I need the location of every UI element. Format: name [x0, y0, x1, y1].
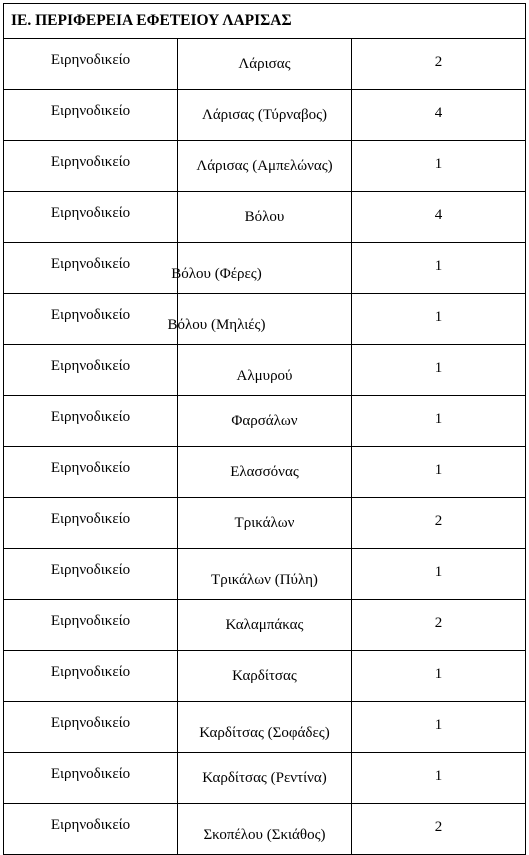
- court-type-cell: [4, 702, 178, 753]
- court-type-cell: [4, 498, 178, 549]
- court-place: Λάρισας (Τύρναβος): [201, 106, 328, 123]
- table-row: [4, 192, 526, 243]
- court-count-cell: [352, 753, 526, 804]
- court-type-cell: [4, 39, 178, 90]
- court-count: 2: [434, 53, 443, 70]
- table-row: [4, 753, 526, 804]
- court-count: 1: [434, 410, 443, 427]
- court-place: Ελασσόνας: [230, 463, 299, 480]
- table-row: [4, 345, 526, 396]
- court-count-cell: [352, 702, 526, 753]
- court-count: 1: [434, 359, 443, 376]
- court-type-cell: [4, 804, 178, 855]
- court-type-cell: [4, 600, 178, 651]
- table-row: [4, 39, 526, 90]
- court-type: Ειρηνοδικείο: [50, 561, 131, 578]
- court-place: Λάρισας (Αμπελώνας): [196, 157, 333, 174]
- court-type-cell: [4, 396, 178, 447]
- court-place: Καρδίτσας: [232, 667, 297, 684]
- table-row: [4, 396, 526, 447]
- court-place: Φαρσάλων: [231, 412, 298, 429]
- court-type: Ειρηνοδικείο: [50, 459, 131, 476]
- court-count: 1: [434, 716, 443, 733]
- table-row: [4, 90, 526, 141]
- court-type: Ειρηνοδικείο: [50, 408, 131, 425]
- court-type-cell: [4, 243, 178, 294]
- court-place-cell: [178, 345, 352, 396]
- court-count-cell: [352, 141, 526, 192]
- court-type: Ειρηνοδικείο: [50, 714, 131, 731]
- court-type: Ειρηνοδικείο: [50, 765, 131, 782]
- court-type: Ειρηνοδικείο: [50, 816, 131, 833]
- court-type-cell: [4, 294, 178, 345]
- table-row: [4, 702, 526, 753]
- court-type: Ειρηνοδικείο: [50, 102, 131, 119]
- court-count-cell: [352, 498, 526, 549]
- court-count: 1: [434, 461, 443, 478]
- court-count: 2: [434, 818, 443, 835]
- court-place-cell: [178, 90, 352, 141]
- table-row: [4, 498, 526, 549]
- court-place: Καρδίτσας (Σοφάδες): [199, 724, 330, 741]
- court-type: Ειρηνοδικείο: [50, 255, 131, 272]
- court-type: Ειρηνοδικείο: [50, 153, 131, 170]
- court-place-cell: [178, 39, 352, 90]
- table-row: [4, 243, 526, 294]
- court-count: 2: [434, 614, 443, 631]
- table-row: [4, 447, 526, 498]
- court-type: Ειρηνοδικείο: [50, 357, 131, 374]
- court-type: Ειρηνοδικείο: [50, 612, 131, 629]
- court-count-cell: [352, 396, 526, 447]
- court-count-cell: [352, 549, 526, 600]
- court-place: Τρικάλων: [234, 514, 295, 531]
- court-place-cell: [178, 192, 352, 243]
- court-type-cell: [4, 141, 178, 192]
- court-type: Ειρηνοδικείο: [50, 51, 131, 68]
- court-type: Ειρηνοδικείο: [50, 204, 131, 221]
- court-count: 4: [434, 206, 443, 223]
- table-title-row: [4, 4, 526, 39]
- court-place: Αλμυρού: [236, 367, 293, 384]
- table-row: [4, 141, 526, 192]
- court-type-cell: [4, 345, 178, 396]
- court-count: 1: [434, 767, 443, 784]
- court-count: 1: [434, 308, 443, 325]
- court-count-cell: [352, 600, 526, 651]
- court-place: Βόλου (Φέρες): [171, 265, 262, 282]
- court-type-cell: [4, 549, 178, 600]
- court-count: 1: [434, 155, 443, 172]
- court-place-cell: [178, 804, 352, 855]
- court-type: Ειρηνοδικείο: [50, 306, 131, 323]
- court-type: Ειρηνοδικείο: [50, 510, 131, 527]
- court-place-cell: [178, 447, 352, 498]
- court-place: Καρδίτσας (Ρεντίνα): [202, 769, 327, 786]
- court-count-cell: [352, 192, 526, 243]
- table-title: ΙΕ. ΠΕΡΙΦΕΡΕΙΑ ΕΦΕΤΕΙΟΥ ΛΑΡΙΣΑΣ: [4, 4, 526, 39]
- court-type-cell: [4, 447, 178, 498]
- court-count: 2: [434, 512, 443, 529]
- court-place-cell: [178, 549, 352, 600]
- table-row: [4, 651, 526, 702]
- court-place: Βόλου: [244, 208, 285, 225]
- court-place: Τρικάλων (Πύλη): [211, 571, 318, 588]
- court-place: Βόλου (Μηλιές): [167, 316, 266, 333]
- table-row: [4, 804, 526, 855]
- court-count-cell: [352, 294, 526, 345]
- court-table: [3, 3, 526, 855]
- court-place-cell: [167, 294, 352, 345]
- court-type-cell: [4, 192, 178, 243]
- court-place: Καλαμπάκας: [225, 616, 304, 633]
- court-type-cell: [4, 90, 178, 141]
- table-row: [4, 549, 526, 600]
- court-count-cell: [352, 39, 526, 90]
- court-place-cell: [178, 498, 352, 549]
- court-count: 1: [434, 563, 443, 580]
- court-count-cell: [352, 345, 526, 396]
- court-count-cell: [352, 804, 526, 855]
- court-count-cell: [352, 447, 526, 498]
- court-count-cell: [352, 651, 526, 702]
- court-count-cell: [352, 90, 526, 141]
- court-place-cell: [178, 753, 352, 804]
- court-place-cell: [178, 141, 352, 192]
- court-place-cell: [178, 600, 352, 651]
- court-place: Σκοπέλου (Σκιάθος): [203, 826, 326, 843]
- court-place-cell: [178, 651, 352, 702]
- court-type-cell: [4, 753, 178, 804]
- court-place-cell: [178, 702, 352, 753]
- court-place-cell: [171, 243, 352, 294]
- table-row: [4, 294, 526, 345]
- court-count-cell: [352, 243, 526, 294]
- court-count: 1: [434, 665, 443, 682]
- table-row: [4, 600, 526, 651]
- court-type-cell: [4, 651, 178, 702]
- court-place: Λάρισας: [238, 55, 291, 72]
- court-place-cell: [178, 396, 352, 447]
- court-type: Ειρηνοδικείο: [50, 663, 131, 680]
- court-count: 4: [434, 104, 443, 121]
- court-count: 1: [434, 257, 443, 274]
